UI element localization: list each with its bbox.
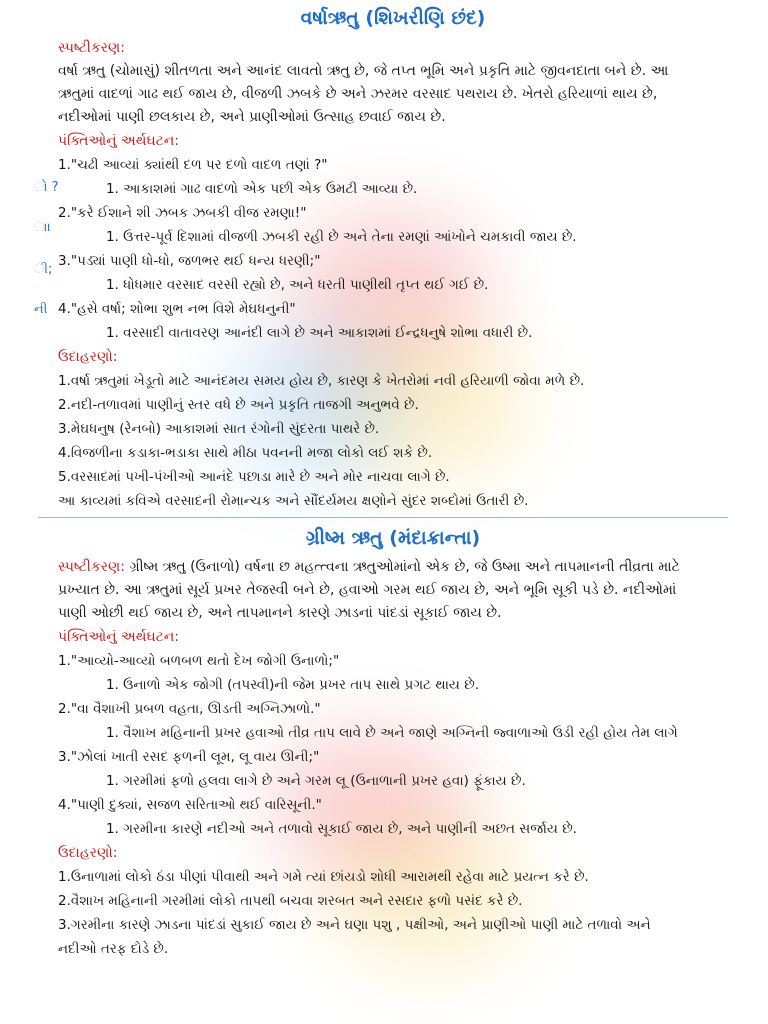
example-item: 4.વિજળીના કડાકા-ભડાકા સાથે મીઠા પવનની મજા લોકો લઈ શકે છે.: [58, 445, 433, 461]
explanation-line: ઋતુમાં વાદળાં ગાઢ થઈ જાય છે, વીજળી ઝબકે છે અને ઝરમર વરસાદ પથરાય છે. ખેતરો હરિયાળાં થાય છે,: [58, 86, 658, 102]
verse-meaning: 1. વૈશાખ મહિનાની પ્રખર હવાઓ તીવ્ર તાપ લાવે છે અને જાણે અગ્નિની જ્વાળાઓ ઉડી રહી હોય તેમ લાગે: [106, 725, 678, 741]
verse-meaning: 1. ગરમીના કારણે નદીઓ અને તળાવો સૂકાઈ જાય છે, અને પાણીની અછત સર્જાય છે.: [106, 821, 577, 837]
verse-line: 4."હસે વર્ષા; શોભા શુભ નભ વિશે મેઘધનુની": [58, 301, 296, 317]
example-item: નદીઓ તરફ દોડે છે.: [58, 941, 169, 957]
verse-meaning: 1. ઉનાળો એક જોગી (તપસ્વી)ની જેમ પ્રખર તાપ સાથે પ્રગટ થાય છે.: [106, 677, 479, 693]
explanation-text: ગ્રીષ્મ ઋતુ (ઉનાળો) વર્ષના છ મહત્ત્વના ઋતુઓમાંનો એક છે, જે ઉષ્મા અને તાપમાનની તીવ્રતા માટે: [129, 559, 680, 575]
example-item: 1.ઉનાળામાં લોકો ઠંડા પીણાં પીવાથી અને ગમે ત્યાં છાંયડો શોધી આરામથી રહેવા માટે પ્રયત્ન કરે છે.: [58, 869, 589, 885]
verse-line: 3."પડ્યાં પાણી ધો-ધો, જળભર થઈ ધન્ય ધરણી;": [58, 253, 321, 269]
verse-line: 4."પાણી દુક્યાં, સજળ સરિતાઓ થઈ વારિસૂની.": [58, 797, 322, 813]
example-item: 2.નદી-તળાવમાં પાણીનું સ્તર વધે છે અને પ્રકૃતિ તાજગી અનુભવે છે.: [58, 397, 419, 413]
verse-line: 1."આવ્યો-આવ્યો બળબળ થતો દેખ જોગી ઉનાળો;": [58, 653, 340, 669]
monsoon-section: [58, 0, 728, 513]
margin-fragment: ી;: [34, 262, 53, 277]
verse-meaning: 1. વરસાદી વાતાવરણ આનંદી લાગે છે અને આકાશમાં ઈન્દ્રધનુષે શોભા વધારી છે.: [106, 325, 533, 341]
section-title: ગ્રીષ્મ ઋતુ (મંદાક્રાન્તા): [305, 527, 481, 549]
margin-fragment: ો ?: [34, 180, 59, 195]
verse-meaning: 1. ગરમીમાં ફળો હલવા લાગે છે અને ગરમ લૂ (ઉનાળાની પ્રખર હવા) ફૂંકાય છે.: [106, 773, 526, 789]
example-item: 3.ગરમીના કારણે ઝાડના પાંદડાં સુકાઈ જાય છે અને ઘણા પશુ , પક્ષીઓ, અને પ્રાણીઓ પાણી માટે તળાવો અને: [58, 917, 651, 933]
margin-fragment: ાા: [34, 220, 51, 235]
explanation-heading: સ્પષ્ટીકરણ:: [58, 40, 125, 56]
verse-meaning: 1. ઉત્તર-પૂર્વ દિશામાં વીજળી ઝબકી રહી છે અને તેના રમણાં આંખોને ચમકાવી જાય છે.: [106, 229, 577, 245]
lines-interpretation-heading: પંક્તિઓનું અર્થઘટન:: [58, 133, 179, 149]
summer-section: [58, 520, 728, 961]
example-item: 3.મેઘધનુષ (રેનબો) આકાશમાં સાત રંગોની સુંદરતા પાથરે છે.: [58, 421, 380, 437]
section-title: વર્ષાઋતુ (શિખરીણિ છંદ): [300, 7, 486, 29]
lines-interpretation-heading: પંક્તિઓનું અર્થઘટન:: [58, 629, 179, 645]
example-item: 5.વરસાદમાં પખી-પંખીઓ આનંદે પછાડા મારે છે અને મોર નાચવા લાગે છે.: [58, 469, 450, 485]
margin-fragment: ની: [34, 302, 48, 317]
verse-line: 2."કરે ઈશાને શી ઝબક ઝબકી વીજ રમણા!": [58, 205, 307, 221]
verse-meaning: 1. આકાશમાં ગાઢ વાદળો એક પછી એક ઉમટી આવ્યા છે.: [106, 181, 418, 197]
examples-heading: ઉદાહરણો:: [58, 845, 118, 861]
explanation-line: વર્ષા ઋતુ (ચોમાસું) શીતળતા અને આનંદ લાવતો ઋતુ છે, જે તપ્ત ભૂમિ અને પ્રકૃતિ માટે જીવનદાતા બને છે. આ: [58, 63, 669, 79]
explanation-line: પાણી ઓછી થઈ જાય છે, અને તાપમાનને કારણે ઝાડનાં પાંદડાં સૂકાઈ જાય છે.: [58, 605, 502, 621]
verse-line: 1."ચઢી આવ્યાં ક્યાંથી દળ પર દળો વાદળ તણાં ?": [58, 157, 328, 173]
example-item: 2.વૈશાખ મહિનાની ગરમીમાં લોકો તાપથી બચવા શરબત અને રસદાર ફળો પસંદ કરે છે.: [58, 893, 523, 909]
closing-remark: આ કાવ્યમાં કવિએ વરસાદની રોમાન્ચક અને સૌંદર્યમય ક્ષણોને સુંદર શબ્દોમાં ઉતારી છે.: [58, 493, 529, 509]
example-item: 1.વર્ષા ઋતુમાં ખેડૂતો માટે આનંદમય સમય હોય છે, કારણ કે ખેતરોમાં નવી હરિયાળી જોવા મળે છે.: [58, 373, 585, 389]
verse-line: 2."વા વૈશાખી પ્રબળ વહતા, ઊડતી અગ્નિઝાળો.": [58, 701, 321, 717]
explanation-line: [58, 556, 728, 579]
verse-line: 3."ઝોલાં ખાતી રસદ ફળની લૂમ, લૂ વાય ઊની;": [58, 749, 320, 765]
explanation-line: પ્રખ્યાત છે. આ ઋતુમાં સૂર્ય પ્રખર તેજસ્વી બને છે, હવાઓ ગરમ થઈ જાય છે, અને ભૂમિ સૂકી પડે છે. નદીઓમાં: [58, 582, 677, 598]
section-divider: [38, 517, 728, 518]
explanation-heading: સ્પષ્ટીકરણ:: [58, 559, 125, 575]
verse-meaning: 1. ધોધમાર વરસાદ વરસી રહ્યો છે, અને ધરતી પાણીથી તૃપ્ત થઈ ગઈ છે.: [106, 277, 489, 293]
explanation-line: નદીઓમાં પાણી છલકાય છે, અને પ્રાણીઓમાં ઉત્સાહ છવાઈ જાય છે.: [58, 109, 446, 125]
examples-heading: ઉદાહરણો:: [58, 349, 118, 365]
